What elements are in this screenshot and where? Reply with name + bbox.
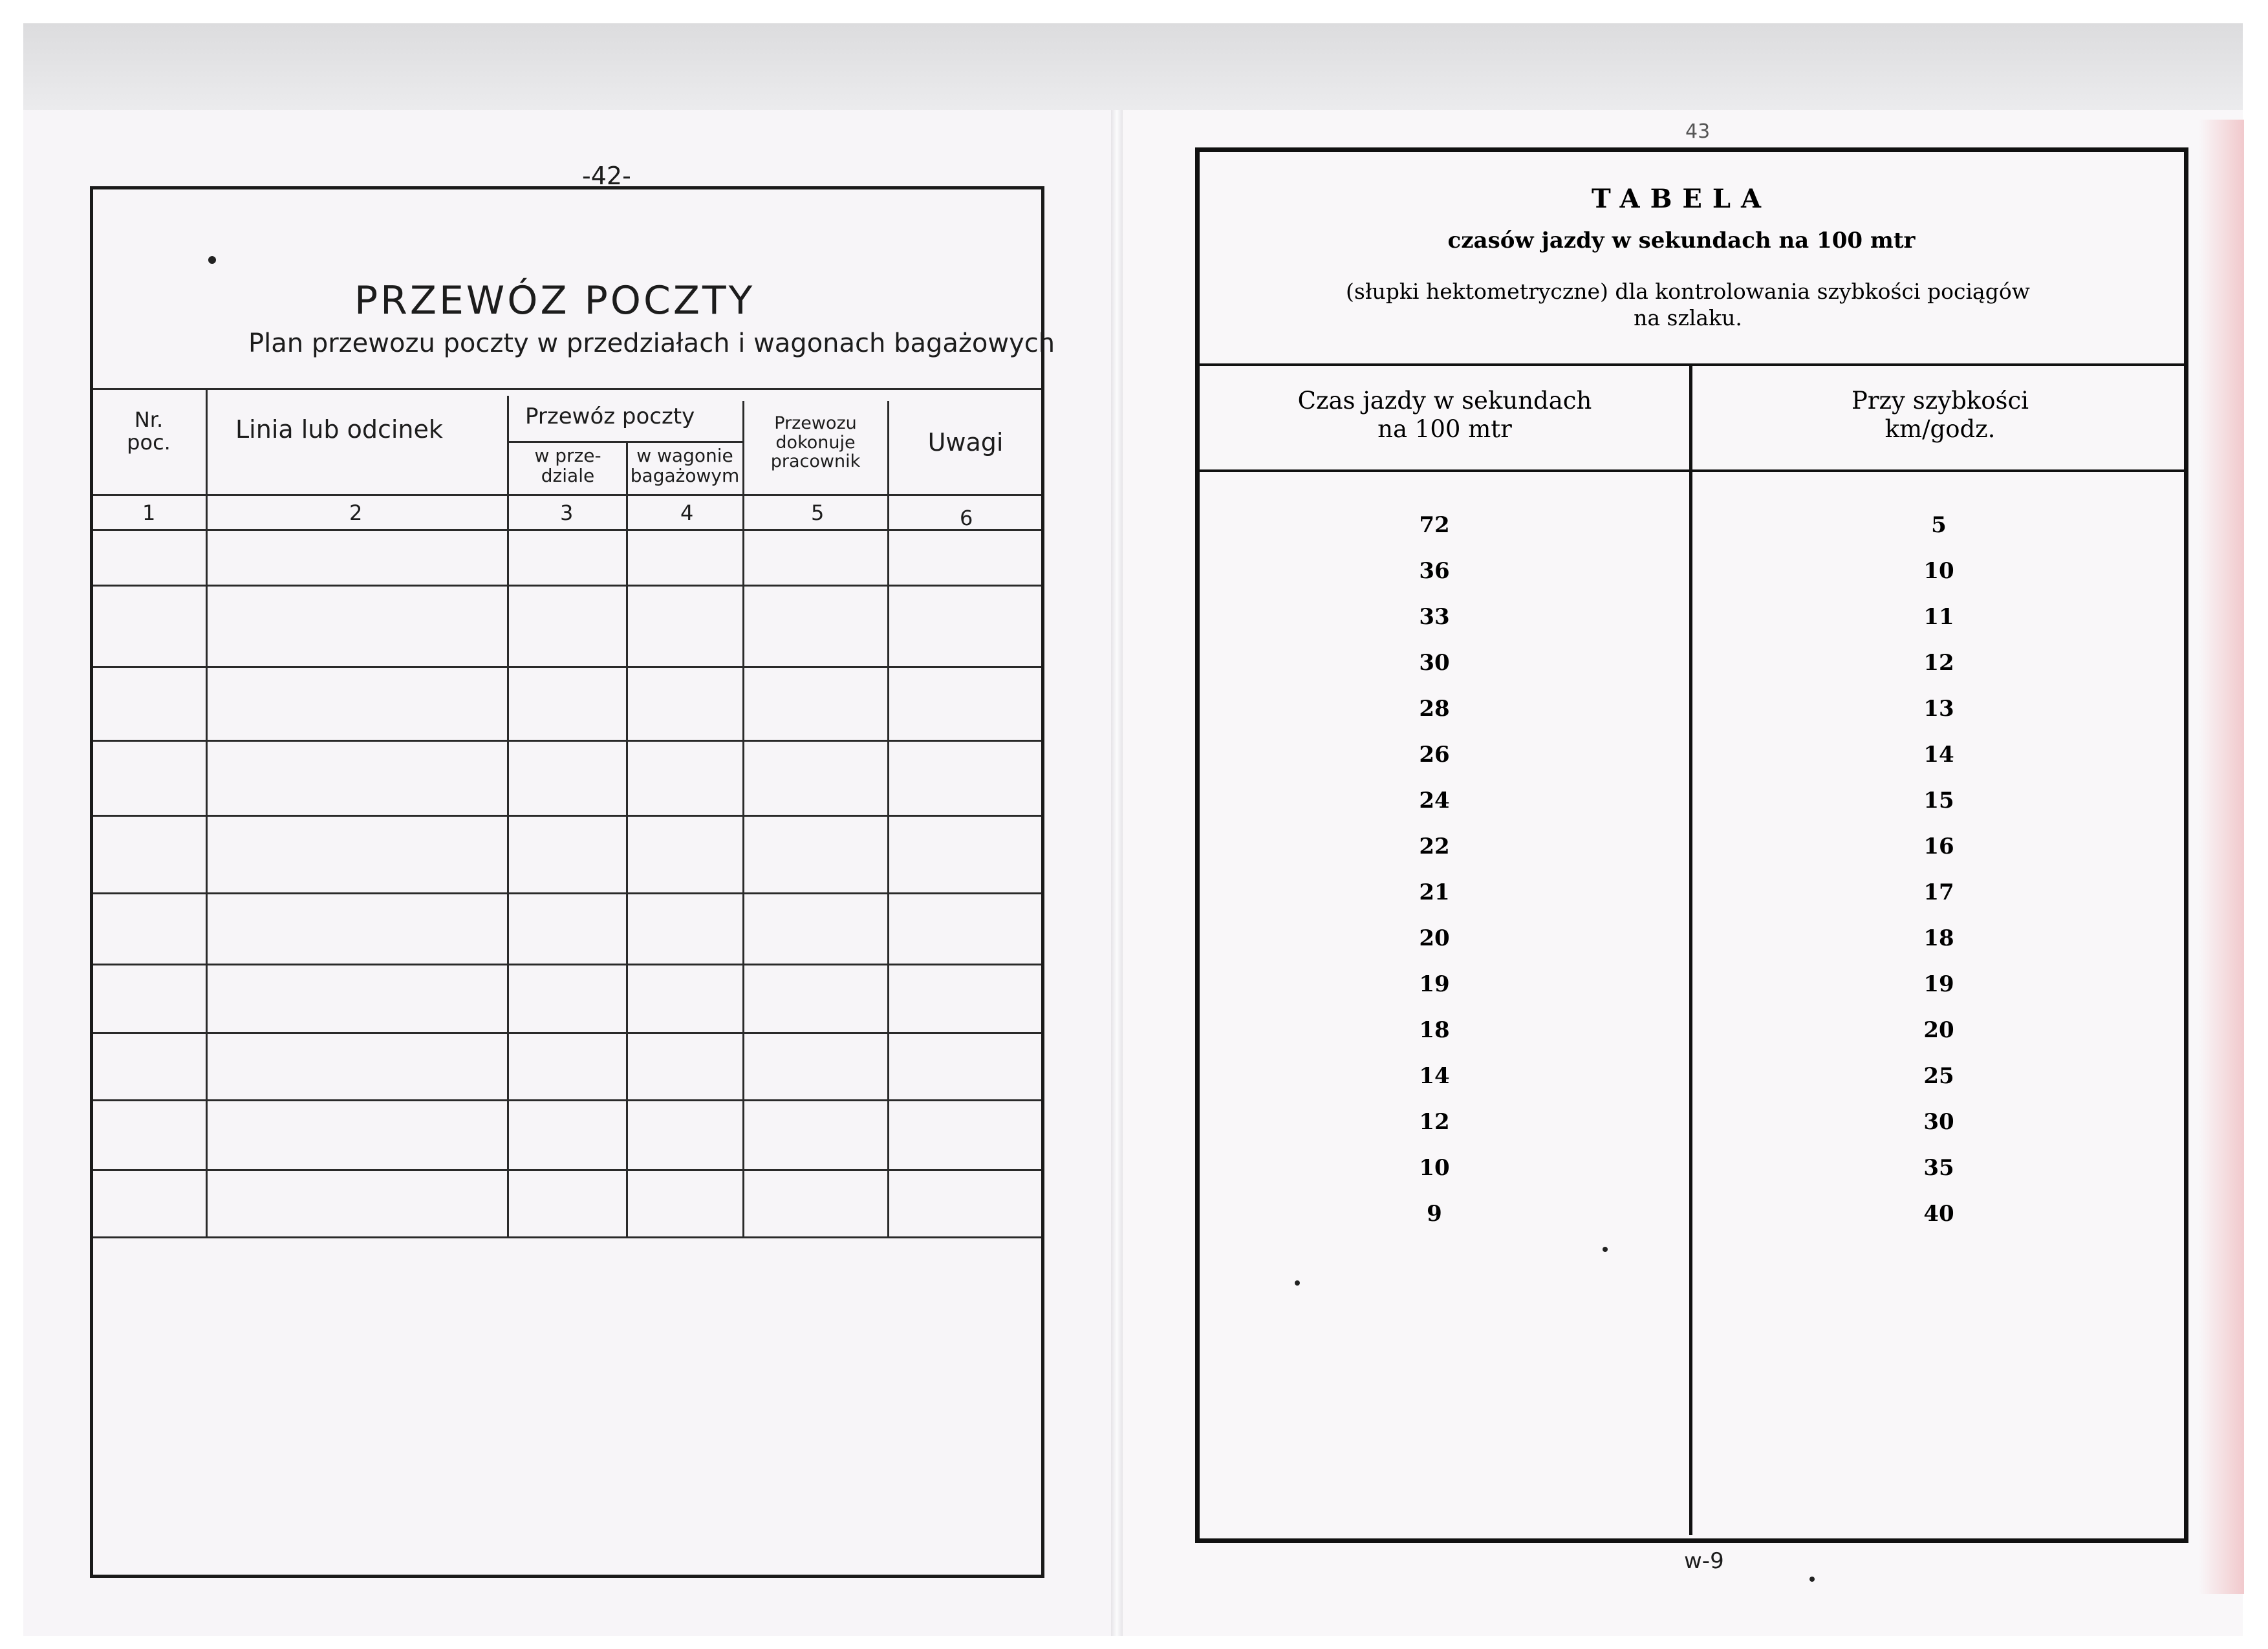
form-rule bbox=[93, 666, 1041, 668]
row-seconds: 12 bbox=[1419, 1109, 1450, 1135]
row-seconds: 72 bbox=[1419, 512, 1450, 538]
scan-shadow-band bbox=[23, 23, 2243, 114]
row-seconds: 20 bbox=[1419, 925, 1450, 951]
form-rule bbox=[93, 964, 1041, 965]
col-number: 1 bbox=[142, 501, 156, 525]
col-header-nr-line1: Nr. bbox=[134, 407, 164, 432]
form-rule bbox=[93, 388, 1041, 390]
row-speed: 10 bbox=[1923, 558, 1954, 584]
row-speed: 30 bbox=[1923, 1109, 1954, 1135]
form-rule bbox=[93, 815, 1041, 817]
col-header-speed bbox=[1694, 387, 2186, 444]
col-header-w-wagonie-line1: w wagonie bbox=[636, 445, 733, 466]
scan-background bbox=[0, 0, 2268, 26]
row-seconds: 19 bbox=[1419, 971, 1450, 997]
row-speed: 11 bbox=[1923, 604, 1954, 630]
col-header-speed-line2: km/godz. bbox=[1885, 415, 1996, 444]
ink-dot bbox=[1809, 1577, 1815, 1582]
form-column-rule bbox=[507, 396, 509, 1236]
row-seconds: 22 bbox=[1419, 834, 1450, 859]
row-seconds: 21 bbox=[1419, 879, 1450, 905]
form-subtitle: Plan przewozu poczty w przedziałach i wagonach bagażowych bbox=[248, 329, 1055, 358]
form-column-rule bbox=[742, 401, 744, 1236]
row-seconds: 30 bbox=[1419, 650, 1450, 676]
row-seconds: 24 bbox=[1419, 788, 1450, 814]
table-subtitle: czasów jazdy w sekundach na 100 mtr bbox=[1447, 228, 1916, 253]
col-header-uwagi: Uwagi bbox=[927, 428, 1004, 457]
ink-dot bbox=[1295, 1280, 1300, 1286]
row-seconds: 10 bbox=[1419, 1155, 1450, 1181]
form-rule bbox=[93, 585, 1041, 587]
row-speed: 18 bbox=[1923, 925, 1954, 951]
form-rule bbox=[93, 892, 1041, 894]
col-number: 4 bbox=[680, 501, 694, 525]
ink-dot bbox=[1603, 1247, 1608, 1252]
form-rule bbox=[93, 1032, 1041, 1034]
form-title: PRZEWÓZ POCZTY bbox=[354, 278, 755, 323]
col-number: 3 bbox=[560, 501, 574, 525]
col-header-seconds-line1: Czas jazdy w sekundach bbox=[1297, 387, 1592, 415]
col-header-linia: Linia lub odcinek bbox=[235, 415, 443, 444]
col-number: 6 bbox=[960, 506, 973, 530]
col-header-nr bbox=[97, 409, 200, 454]
table-description bbox=[1216, 278, 2160, 332]
row-speed: 35 bbox=[1923, 1155, 1954, 1181]
row-seconds: 18 bbox=[1419, 1017, 1450, 1043]
col-header-speed-line1: Przy szybkości bbox=[1851, 387, 2029, 415]
row-speed: 19 bbox=[1923, 971, 1954, 997]
row-speed: 15 bbox=[1923, 788, 1954, 814]
postal-transport-form bbox=[90, 186, 1044, 1578]
table-title: TABELA bbox=[1591, 184, 1772, 214]
col-header-w-wagonie-line2: bagażowym bbox=[630, 464, 740, 486]
form-rule bbox=[93, 494, 1041, 496]
row-speed: 40 bbox=[1923, 1201, 1954, 1227]
left-page-number: -42- bbox=[582, 162, 631, 190]
col-header-w-wagonie bbox=[629, 446, 741, 486]
right-page-number: 43 bbox=[1685, 120, 1711, 143]
row-speed: 12 bbox=[1923, 650, 1954, 676]
col-header-seconds-line2: na 100 mtr bbox=[1377, 415, 1512, 444]
col-header-przewozu-dokonuje bbox=[745, 414, 886, 471]
table-description-line1: (słupki hektometryczne) dla kontrolowania szybkości pociągów bbox=[1346, 279, 2030, 304]
col-header-w-przedziale bbox=[511, 446, 625, 486]
col-header-przewozu-line1: Przewozu bbox=[774, 413, 857, 433]
col-header-przewozu-line3: pracownik bbox=[770, 451, 861, 472]
table-column-rule bbox=[1689, 363, 1692, 1535]
row-seconds: 36 bbox=[1419, 558, 1450, 584]
footer-mark: w-9 bbox=[1684, 1548, 1724, 1574]
col-number: 2 bbox=[349, 501, 363, 525]
col-number: 5 bbox=[811, 501, 825, 525]
book-gutter bbox=[1111, 110, 1123, 1636]
row-seconds: 26 bbox=[1419, 742, 1450, 768]
form-rule bbox=[93, 1099, 1041, 1101]
ink-dot bbox=[208, 256, 216, 264]
form-rule bbox=[93, 1236, 1041, 1238]
page-edge-tint bbox=[2199, 120, 2244, 1594]
row-speed: 14 bbox=[1923, 742, 1954, 768]
row-speed: 17 bbox=[1923, 879, 1954, 905]
form-rule bbox=[93, 529, 1041, 531]
row-seconds: 14 bbox=[1419, 1063, 1450, 1089]
row-speed: 13 bbox=[1923, 696, 1954, 722]
form-column-rule bbox=[887, 401, 889, 1236]
row-speed: 5 bbox=[1931, 512, 1947, 538]
col-header-przewozu-line2: dokonuje bbox=[775, 432, 856, 453]
row-speed: 25 bbox=[1923, 1063, 1954, 1089]
form-column-rule bbox=[626, 441, 628, 1236]
form-rule bbox=[93, 1169, 1041, 1171]
form-column-rule bbox=[206, 388, 208, 1236]
col-header-przewoz-poczty: Przewóz poczty bbox=[525, 404, 695, 429]
row-seconds: 28 bbox=[1419, 696, 1450, 722]
form-rule bbox=[93, 740, 1041, 742]
table-description-line2: na szlaku. bbox=[1634, 305, 1742, 331]
row-speed: 20 bbox=[1923, 1017, 1954, 1043]
col-header-nr-line2: poc. bbox=[127, 430, 171, 455]
col-header-w-przedziale-line2: dziale bbox=[541, 464, 595, 486]
row-seconds: 9 bbox=[1427, 1201, 1442, 1227]
col-header-w-przedziale-line1: w prze- bbox=[534, 445, 601, 466]
row-speed: 16 bbox=[1923, 834, 1954, 859]
row-seconds: 33 bbox=[1419, 604, 1450, 630]
col-header-seconds bbox=[1203, 387, 1687, 444]
